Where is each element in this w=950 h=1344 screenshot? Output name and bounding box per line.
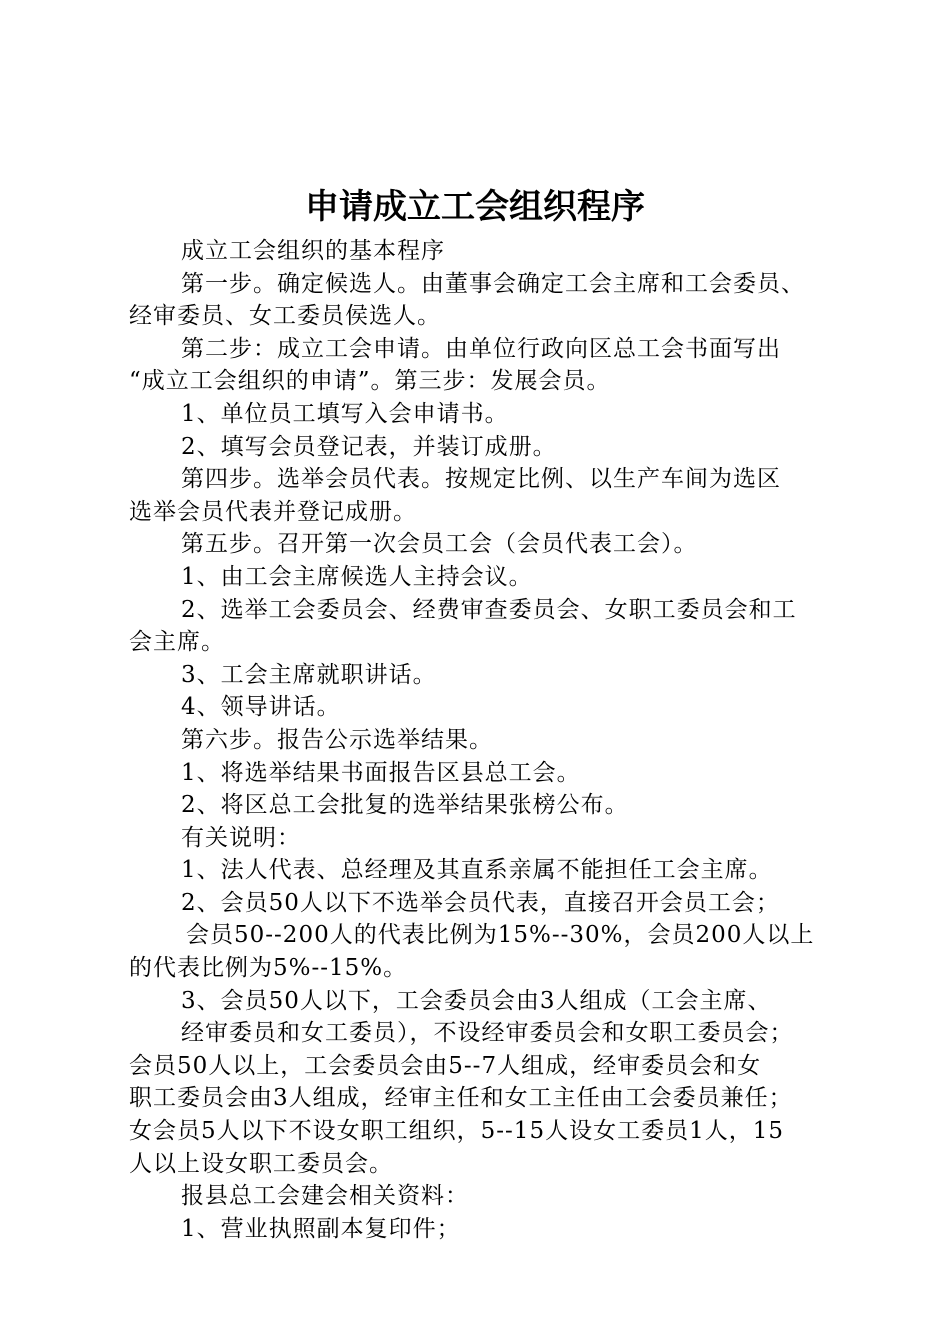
body-line: 第二步：成立工会申请。由单位行政向区总工会书面写出 bbox=[181, 335, 781, 362]
body-line: 2、将区总工会批复的选举结果张榜公布。 bbox=[181, 792, 629, 819]
body-line: 1、单位员工填写入会申请书。 bbox=[181, 400, 509, 427]
body-line: 选举会员代表并登记成册。 bbox=[129, 498, 417, 525]
body-line: 1、由工会主席候选人主持会议。 bbox=[181, 563, 533, 590]
body-line: 第一步。确定候选人。由董事会确定工会主席和工会委员、 bbox=[181, 270, 805, 297]
body-line: 1、将选举结果书面报告区县总工会。 bbox=[181, 759, 581, 786]
body-line: 人以上设女职工委员会。 bbox=[129, 1150, 393, 1177]
body-line: 女会员5人以下不设女职工组织，5--15人设女工委员1人，15 bbox=[129, 1118, 784, 1145]
body-line: 第六步。报告公示选举结果。 bbox=[181, 726, 493, 753]
body-line: 成立工会组织的基本程序 bbox=[181, 238, 445, 264]
body-line: 职工委员会由3人组成，经审主任和女工主任由工会委员兼任； bbox=[129, 1085, 793, 1112]
body-line: 4、领导讲话。 bbox=[181, 694, 341, 721]
body-line: 2、填写会员登记表，并装订成册。 bbox=[181, 433, 557, 460]
document-body bbox=[129, 235, 843, 1245]
body-line: 的代表比例为5%--15%。 bbox=[129, 955, 408, 982]
body-line: 第四步。选举会员代表。按规定比例、以生产车间为选区 bbox=[181, 466, 781, 493]
body-line: 1、营业执照副本复印件； bbox=[181, 1215, 461, 1242]
body-line: 会主席。 bbox=[129, 629, 225, 656]
body-line: 会员50--200人的代表比例为15%--30%，会员200人以上 bbox=[186, 922, 815, 949]
body-line: 有关说明： bbox=[181, 824, 301, 851]
body-line: 3、工会主席就职讲话。 bbox=[181, 661, 437, 688]
body-line: 经审委员和女工委员），不设经审委员会和女职工委员会； bbox=[181, 1020, 794, 1047]
body-line: 3、会员50人以下，工会委员会由3人组成（工会主席、 bbox=[181, 987, 772, 1014]
body-line: 2、会员50人以下不选举会员代表，直接召开会员工会； bbox=[181, 889, 780, 916]
document-title: 申请成立工会组织程序 bbox=[305, 187, 645, 227]
body-line: 2、选举工会委员会、经费审查委员会、女职工委员会和工 bbox=[181, 596, 797, 623]
body-line: “成立工会组织的申请”。第三步：发展会员。 bbox=[129, 368, 611, 395]
body-line: 1、法人代表、总经理及其直系亲属不能担任工会主席。 bbox=[181, 857, 773, 884]
body-line: 会员50人以上，工会委员会由5--7人组成，经审委员会和女 bbox=[129, 1052, 762, 1079]
body-line: 经审委员、女工委员侯选人。 bbox=[129, 303, 441, 330]
body-line: 报县总工会建会相关资料： bbox=[181, 1183, 469, 1210]
body-line: 第五步。召开第一次会员工会（会员代表工会）。 bbox=[181, 531, 698, 558]
